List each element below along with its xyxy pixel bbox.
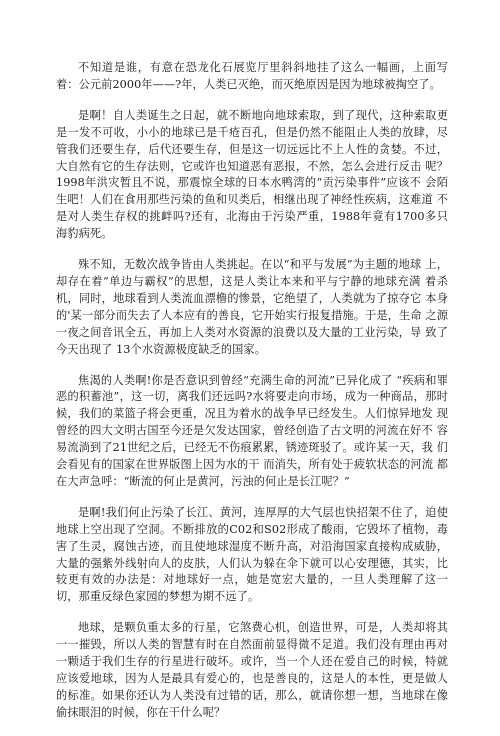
paragraph-5: 是啊!我们何止污染了长江、黄河，连厚厚的大气层也快招架不住了，迫使地球上空出现了空洞。不断排放的C02和S02形成了酸雨，它毁坏了植物，毒 害了生灵，腐蚀古迹，而且使地球湿度不断升高，对沿海国家直接构成威胁， 大量的强紫外线射向人的皮肤，人们认为躲在伞下就可以心安理德，其实，比 较更有效的办法是：对地球好一点，她是宽宏大量的，一旦人类理解了这一 切，那重反绿色家园的梦想为期不远了。 xyxy=(56,505,448,604)
essay-body xyxy=(56,60,448,736)
paragraph-1: 不知道是谁，有意在恐龙化石展览厅里斜斜地挂了这么一幅画，上面写 着：公元前2000年——?年，人类已灭绝，而灭绝原因是因为地球被掏空了。 xyxy=(56,61,448,91)
paragraph-6: 地球，是颗负重太多的行星，它煞费心机，创造世界，可是，人类却将其 一一摧毁，所以人类的智慧有时在自然面前显得微不足道。我们没有理由再对 一颗适于我们生存的行星进行破坏。或许，当一个人还在爱自己的时候，特就 应该爱地球，因为人是最具有爱心的，也是善良的，这是人的本性，更是做人 的标准。如果你还认为人类没有过错的话，那么，就请你想一想，当地球在像 偷抹眼泪的时候，你在干什么呢？ xyxy=(56,621,448,719)
paragraph-4: 焦渴的人类啊!你是否意识到曾经“充满生命的河流”已异化成了 “疾病和罪恶的积蓄池”，这一切，离我们还远吗?水将要走向市场，成为一种商品，那时候，我们的菜篮子将会更重，况且为着水的战争早已经发生。人们惊异地发 现曾经的四大文明古国至今还是欠发达国家，曾经创造了古文明的河流在好不 容易流淌到了21世纪之后，已经无不伤痕累累，锈迹斑驳了。或许某一天，我 们会看见有的国家在世界版图上因为水的干 而消失，所有处于疲软状态的河流 都在大声急呼：“断流的何止是黄河，污浊的何止是长江呢？” xyxy=(56,373,448,488)
paragraph-2: 是啊！自人类诞生之日起，就不断地向地球索取，到了现代，这种索取更是一发不可收，小小的地球已是千疮百孔，但是仍然不能阻止人类的放肆，尽 管我们还要生存，后代还要生存，但是这一切远远比不上人性的贪婪。不过，大自然有它的生存法则，它或许也知道恶有恶报，不然，怎么会进行反击 呢？1998年洪灾暂且不说，那震惊全球的日本水鸭湾的“贡污染事件”应该不 会陌生吧！人们在食用那些污染的鱼和贝类后，相继出现了神经性疾病，这难道 不是对人类生存权的挑衅吗?还有，北海由于污染严重，1988年竟有1700多只 海豹病死。 xyxy=(56,108,448,241)
paragraph-3: 殊不知，无数次战争皆由人类挑起。在以“和平与发展”为主题的地球 上，却存在着“单边与霸权”的思想，这是人类让本来和平与宁静的地球充满 着杀机，同时，地球看到人类流血漂橹的惨景，它绝望了，人类就为了掠夺它 本身的'某一部分而失去了人本应有的善良，它开始实行报复措施。于是，生命 之源一夜之间音讯全五，再加上人类对水资源的浪费以及大量的工业污染，导 致了今天出现了 13个水资源极度缺乏的国家。 xyxy=(56,258,448,356)
